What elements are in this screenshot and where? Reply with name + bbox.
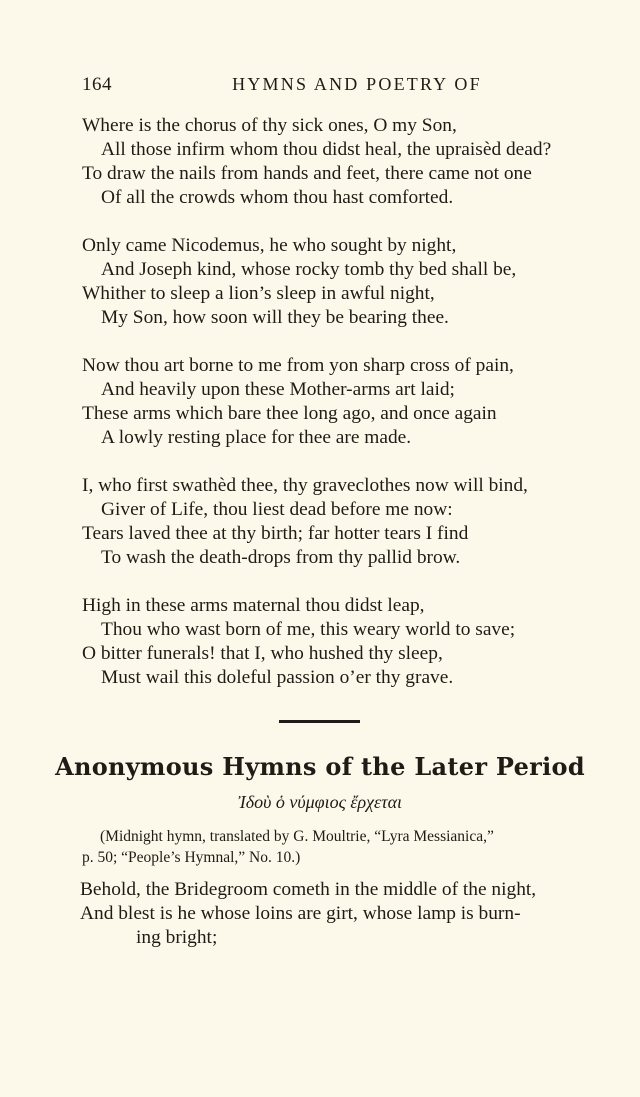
poem-line: Giver of Life, thou liest dead before me now:	[101, 499, 453, 520]
page-header	[82, 74, 594, 102]
source-note	[82, 826, 594, 868]
poem-line: All those infirm whom thou didst heal, the upraisèd dead?	[101, 139, 552, 160]
poem-line: O bitter funerals! that I, who hushed thy sleep,	[82, 643, 443, 664]
page-number: 164	[82, 74, 112, 95]
poem-line: Where is the chorus of thy sick ones, O my Son,	[82, 115, 457, 136]
poem-line: Only came Nicodemus, he who sought by night,	[82, 235, 457, 256]
stanza-5	[82, 594, 602, 690]
hymn-line: Behold, the Bridegroom cometh in the middle of the night,	[80, 879, 537, 900]
poem-line: Must wail this doleful passion o’er thy grave.	[101, 667, 454, 688]
poem-line: High in these arms maternal thou didst leap,	[82, 595, 425, 616]
hymn-line: And blest is he whose loins are girt, whose lamp is burn-	[80, 903, 521, 924]
running-title: HYMNS AND POETRY OF	[232, 74, 482, 94]
poem-line: And Joseph kind, whose rocky tomb thy bed shall be,	[101, 259, 517, 280]
poem-line: To wash the death-drops from thy pallid brow.	[101, 547, 461, 568]
stanza-2	[82, 234, 602, 330]
source-note-line: p. 50; “People’s Hymnal,” No. 10.)	[82, 849, 301, 866]
poem-line: Tears laved thee at thy birth; far hotter tears I find	[82, 523, 469, 544]
poem-line: Whither to sleep a lion’s sleep in awful night,	[82, 283, 435, 304]
stanza-4	[82, 474, 602, 570]
source-note-line: (Midnight hymn, translated by G. Moultrie, “Lyra Messianica,”	[100, 828, 494, 845]
hymn-text	[80, 878, 600, 950]
poem-line: And heavily upon these Mother-arms art laid;	[101, 379, 455, 400]
stanza-1	[82, 114, 602, 210]
poem-line: I, who first swathèd thee, thy graveclothes now will bind,	[82, 475, 528, 496]
poem-line: Thou who wast born of me, this weary world to save;	[101, 619, 516, 640]
section-divider	[279, 720, 360, 723]
poem-line: Now thou art borne to me from yon sharp cross of pain,	[82, 355, 514, 376]
poem-line: These arms which bare thee long ago, and once again	[82, 403, 497, 424]
stanza-3	[82, 354, 602, 450]
hymn-line: ing bright;	[136, 927, 218, 948]
poem-line: To draw the nails from hands and feet, there came not one	[82, 163, 532, 184]
section-title: Anonymous Hymns of the Later Period	[55, 752, 585, 781]
poem	[82, 114, 602, 714]
poem-line: My Son, how soon will they be bearing thee.	[101, 307, 449, 328]
poem-line: Of all the crowds whom thou hast comforted.	[101, 187, 454, 208]
poem-line: A lowly resting place for thee are made.	[101, 427, 412, 448]
greek-subtitle: Ἰδοὺ ὁ νύμφιος ἔρχεται	[237, 792, 403, 812]
